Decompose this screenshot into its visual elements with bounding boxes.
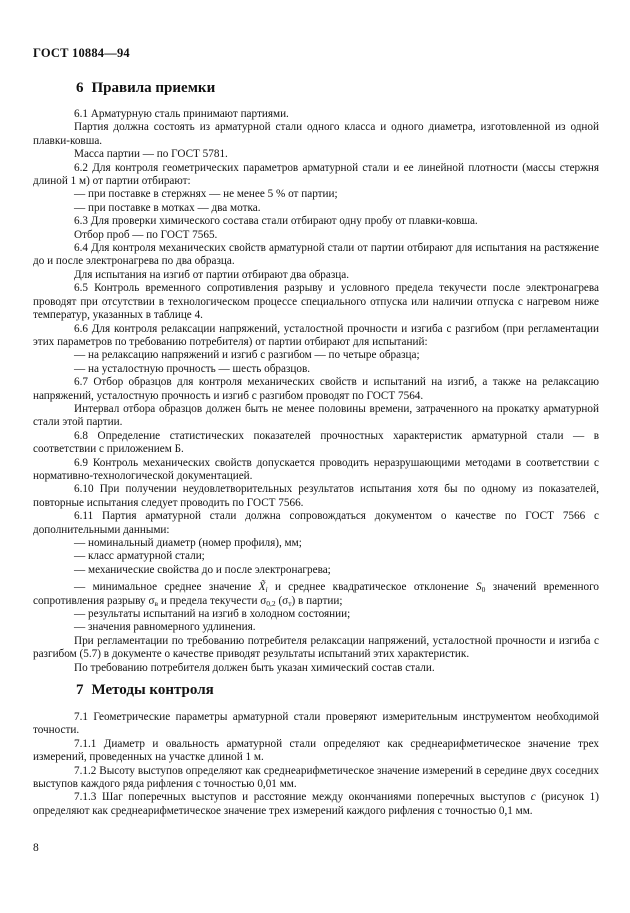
page-number: 8 <box>33 842 39 854</box>
section-7-heading <box>76 682 214 699</box>
x-mean-symbol: X̃ <box>258 581 266 594</box>
c-symbol: c <box>530 791 536 804</box>
list-item: — при поставке в стержнях — не менее 5 % от партии; <box>74 188 338 201</box>
list-item: — механические свойства до и после электронагрева; <box>74 563 331 576</box>
paragraph: 6.5 Контроль временного сопротивления разрыву и условного предела текучести после электронагрева проводят при отсутствии в технологическом процессе специального отпуска или наличии отпуска с нагревом ниже температур, указанных в таблице 4. <box>33 282 599 322</box>
section-6-heading <box>76 80 215 97</box>
list-item: — результаты испытаний на изгиб в холодном состоянии; <box>74 608 351 621</box>
paragraph: 6.9 Контроль механических свойств допускается проводить неразрушающими методами в соответствии с нормативно-технологической документацией. <box>33 456 599 482</box>
list-item: — на усталостную прочность — шесть образцов. <box>74 362 311 375</box>
paragraph: 6.7 Отбор образцов для контроля механических свойств и испытаний на изгиб, а также на релаксацию напряжений, усталостную прочность и изгиб с разгибом проводят по ГОСТ 7564. <box>33 376 599 402</box>
list-item: — класс арматурной стали; <box>74 550 205 563</box>
section-7-title: Методы контроля <box>91 682 214 698</box>
paragraph: По требованию потребителя должен быть указан химический состав стали. <box>74 661 435 674</box>
section-6-body <box>33 108 599 675</box>
s-symbol: S <box>476 581 482 594</box>
section-7-number: 7 <box>76 682 84 698</box>
stat-list-item: — минимальное среднее значение $X̃_i$ и среднее квадратическое отклонение $S_0$ значений временного сопротивления разрыву $\sigma_в$ и предела текучести $\sigma_{0,2}$ $(\sigma_т)$ в партии; <box>33 581 599 608</box>
paragraph: 7.1.3 Шаг поперечных выступов и расстояние между окончаниями поперечных выступов c (рисунок 1) определяют как среднеарифметическое значение трех измерений каждого рифления с точностью 0,1 мм. <box>33 791 599 817</box>
list-item: — значения равномерного удлинения. <box>74 621 256 634</box>
paragraph: Для испытания на изгиб от партии отбирают два образца. <box>74 268 350 281</box>
paragraph: Интервал отбора образцов должен быть не менее половины времени, затраченного на прокатку арматурной стали этой партии. <box>33 402 599 429</box>
paragraph: 6.10 При получении неудовлетворительных результатов испытания хотя бы по одному из показателей, повторные испытания следует проводить по ГОСТ 7566. <box>33 483 599 509</box>
document-header-code: ГОСТ 10884—94 <box>33 46 130 60</box>
paragraph: Отбор проб — по ГОСТ 7565. <box>74 228 218 241</box>
list-item: — номинальный диаметр (номер профиля), мм; <box>74 537 302 549</box>
section-6-title: Правила приемки <box>91 80 216 96</box>
section-6-number: 6 <box>76 80 84 96</box>
list-item: — при поставке в мотках — два мотка. <box>74 201 261 214</box>
paragraph: При регламентации по требованию потребителя релаксации напряжений, усталостной прочности и изгиба с разгибом (5.7) в документе о качестве приводят результаты испытаний этих характеристик. <box>33 634 599 661</box>
paragraph: 7.1.1 Диаметр и овальность арматурной стали определяют как среднеарифметическое значение трех измерений, проведенных на участке длиной 1 м. <box>33 737 599 764</box>
paragraph: 7.1 Геометрические параметры арматурной стали проверяют измерительным инструментом необходимой точности. <box>33 711 599 737</box>
paragraph: 6.1 Арматурную сталь принимают партиями. <box>74 108 289 120</box>
paragraph: 6.11 Партия арматурной стали должна сопровождаться документом о качестве по ГОСТ 7566 с дополнительными данными: <box>33 510 599 536</box>
section-7-body <box>33 711 599 818</box>
paragraph: Партия должна состоять из арматурной стали одного класса и одного диаметра, изготовленной из одной плавки-ковша. <box>33 121 599 147</box>
document-page <box>33 0 599 913</box>
list-item: — на релаксацию напряжений и изгиб с разгибом — по четыре образца; <box>74 349 420 362</box>
paragraph: Масса партии — по ГОСТ 5781. <box>74 148 228 161</box>
paragraph: 6.3 Для проверки химического состава стали отбирают одну пробу от плавки-ковша. <box>74 215 478 228</box>
paragraph: 6.8 Определение статистических показателей прочностных характеристик арматурной стали — в соответствии с приложением Б. <box>33 429 599 456</box>
paragraph: 6.4 Для контроля механических свойств арматурной стали от партии отбирают для испытания на растяжение до и после электронагрева по два образца. <box>33 242 599 268</box>
paragraph: 6.2 Для контроля геометрических параметров арматурной стали и ее линейной плотности (массы стержня длиной 1 м) от партии отбирают: <box>33 161 599 188</box>
paragraph: 6.6 Для контроля релаксации напряжений, усталостной прочности и изгиба с разгибом (при регламентации этих параметров по требованию потребителя) от партии отбирают для испытаний: <box>33 322 599 348</box>
paragraph: 7.1.2 Высоту выступов определяют как среднеарифметическое значение измерений в середине двух соседних выступов каждого ряда рифления с точностью 0,01 мм. <box>33 764 599 791</box>
